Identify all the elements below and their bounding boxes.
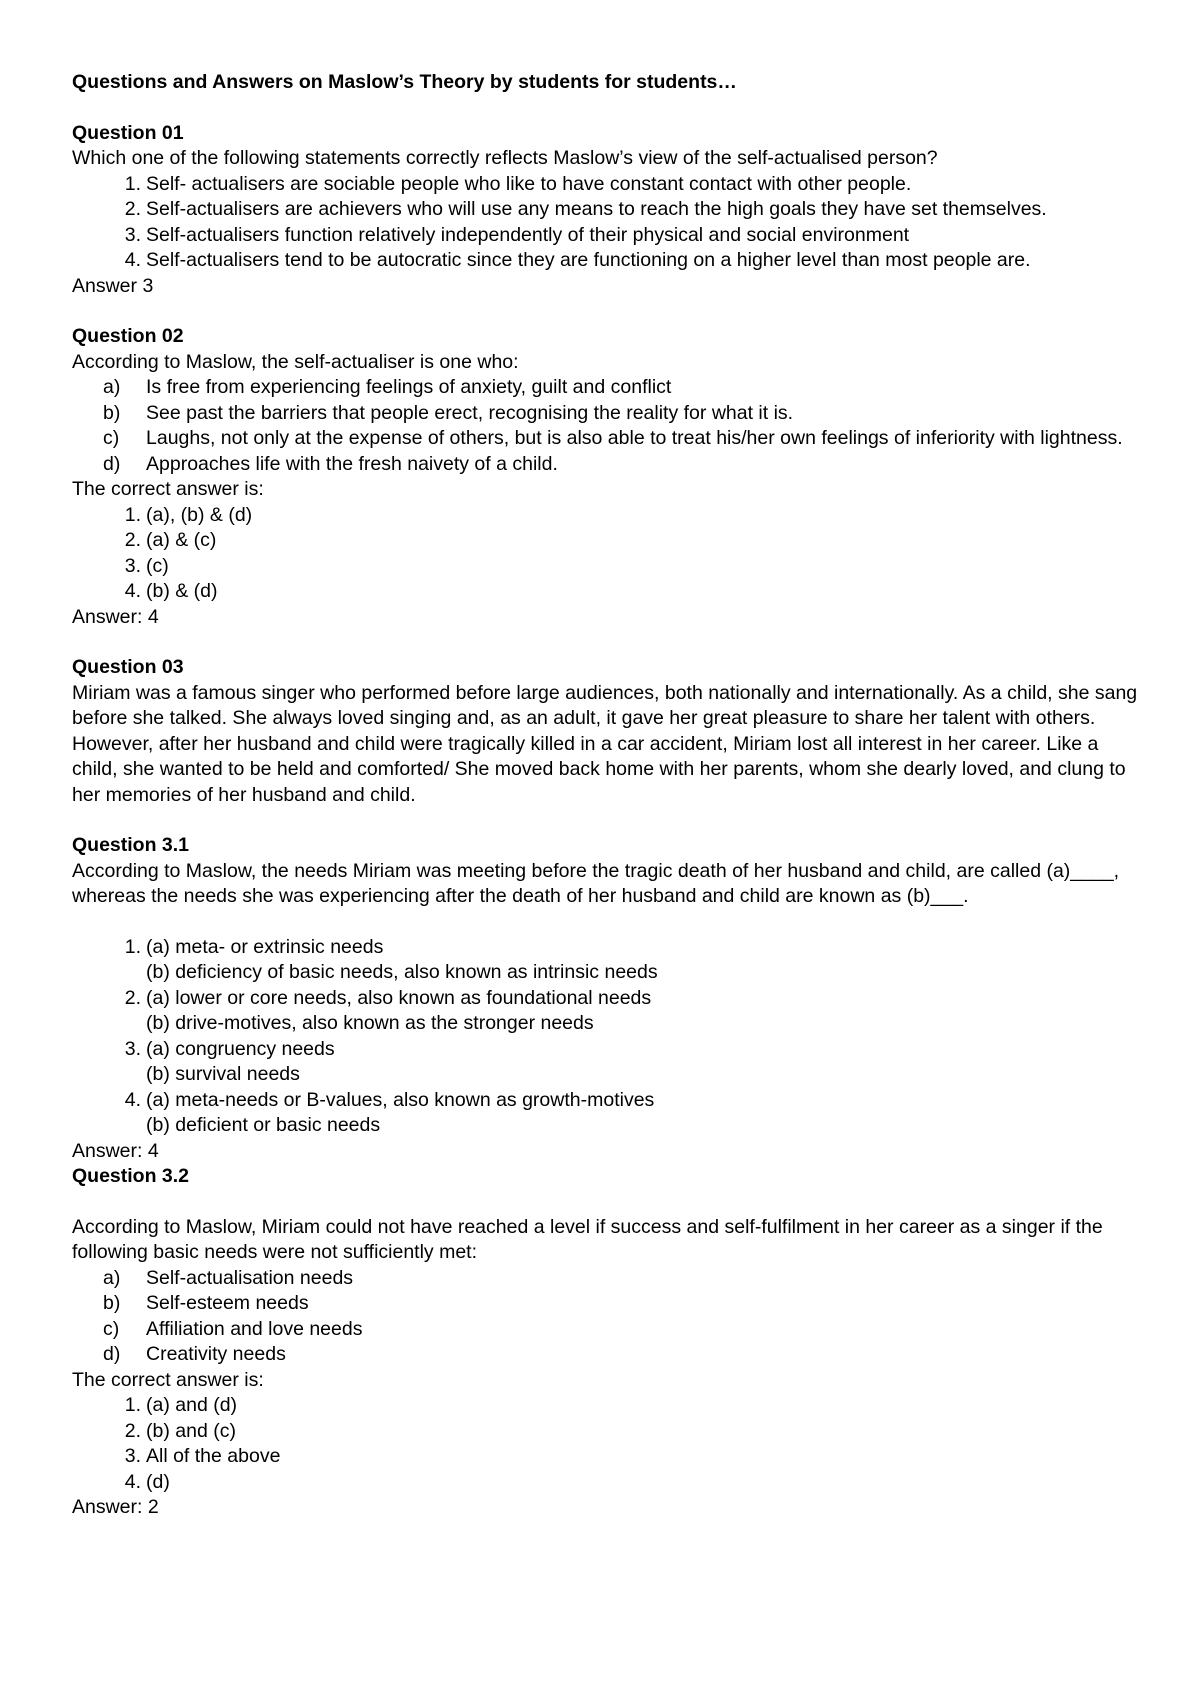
list-marker: c) — [103, 427, 120, 449]
list-item — [72, 1470, 1142, 1496]
correct-answer-label: The correct answer is: — [72, 478, 264, 500]
list-marker: 1. — [124, 935, 141, 958]
question-passage: Miriam was a famous singer who performed before large audiences, both nationally and internationally. As a child, she sang before she talked. She always loved singing and, as an adult, it gave her great pleasure to share her talent with others. However, after her husband and child were tragically killed in a car accident, Miriam lost all interest in her career. Like a child, she wanted to be held and comforted/ She moved back home with her parents, whom she dearly loved, and clung to her memories of her husband and child. — [72, 681, 1138, 806]
answer-text: Answer 3 — [72, 274, 154, 297]
list-marker: 4. — [124, 1470, 141, 1493]
question-prompt: According to Maslow, Miriam could not have reached a level if success and self-fulfilment in her career as a singer if the following basic needs were not sufficiently met: — [72, 1215, 1103, 1263]
question-heading: Question 3.2 — [72, 1165, 190, 1187]
option-list — [72, 503, 1142, 605]
list-item — [72, 986, 1142, 1037]
question-heading: Question 03 — [72, 656, 184, 678]
list-item — [72, 528, 1142, 554]
question-3-1 — [72, 833, 1142, 1164]
list-item — [72, 1342, 1142, 1368]
statement-list — [72, 375, 1142, 477]
blank-line — [72, 910, 1142, 935]
option-list — [72, 935, 1142, 1139]
option-line-b: (b) drive-motives, also known as the stronger needs — [146, 1012, 594, 1034]
option-text: (c) — [146, 554, 169, 577]
list-item — [72, 197, 1142, 223]
statement-text: Approaches life with the fresh naivety of a child. — [146, 452, 558, 475]
list-item — [72, 1444, 1142, 1470]
list-marker: 2. — [124, 529, 141, 551]
list-item — [72, 1419, 1142, 1445]
list-marker: 2. — [124, 1419, 141, 1442]
statement-text: Is free from experiencing feelings of anxiety, guilt and conflict — [146, 376, 672, 398]
list-marker: 3. — [124, 554, 141, 577]
option-line-b: (b) deficiency of basic needs, also known as intrinsic needs — [146, 961, 658, 983]
list-item — [72, 248, 1142, 274]
question-heading: Question 3.1 — [72, 834, 190, 856]
statement-text: See past the barriers that people erect, recognising the reality for what it is. — [146, 401, 794, 424]
option-text: (b) and (c) — [146, 1419, 236, 1442]
option-text: (a) & (c) — [146, 529, 217, 551]
answer-text: Answer: 2 — [72, 1496, 159, 1518]
option-text: (a) and (d) — [146, 1394, 238, 1416]
list-item — [72, 452, 1142, 478]
question-02 — [72, 324, 1142, 630]
option-text: Self-actualisers function relatively independently of their physical and social environment — [146, 223, 910, 246]
list-item — [72, 1291, 1142, 1317]
statement-text: Laughs, not only at the expense of others, but is also able to treat his/her own feelings of inferiority with lightness. — [146, 427, 1123, 449]
list-item — [72, 1266, 1142, 1292]
question-03 — [72, 655, 1142, 808]
statement-text: Creativity needs — [146, 1343, 286, 1365]
option-line-a: (a) congruency needs — [146, 1037, 335, 1060]
list-marker: 3. — [124, 223, 141, 246]
option-line-a: (a) meta- or extrinsic needs — [146, 935, 384, 958]
list-item — [72, 223, 1142, 249]
option-line-a: (a) meta-needs or B-values, also known as growth-motives — [146, 1088, 655, 1111]
option-text: Self- actualisers are sociable people who like to have constant contact with other people. — [146, 172, 912, 195]
list-item — [72, 1393, 1142, 1419]
question-3-2 — [72, 1164, 1142, 1521]
question-heading: Question 02 — [72, 325, 184, 347]
list-marker: a) — [103, 376, 121, 398]
question-prompt: Which one of the following statements correctly reflects Maslow’s view of the self-actualised person? — [72, 147, 938, 169]
list-item — [72, 1317, 1142, 1343]
list-item — [72, 579, 1142, 605]
option-text: (d) — [146, 1470, 170, 1493]
list-marker: b) — [103, 401, 121, 424]
answer-text: Answer: 4 — [72, 605, 159, 628]
list-item — [72, 426, 1142, 452]
option-text: Self-actualisers tend to be autocratic since they are functioning on a higher level than most people are. — [146, 249, 1031, 271]
option-list — [72, 1393, 1142, 1495]
option-text: Self-actualisers are achievers who will use any means to reach the high goals they have set themselves. — [146, 198, 1047, 220]
list-item — [72, 503, 1142, 529]
list-marker: 1. — [124, 1394, 141, 1416]
correct-answer-label: The correct answer is: — [72, 1368, 264, 1391]
question-prompt: According to Maslow, the self-actualiser is one who: — [72, 350, 519, 373]
list-item — [72, 401, 1142, 427]
list-marker: b) — [103, 1292, 121, 1314]
option-line-a: (a) lower or core needs, also known as foundational needs — [146, 986, 652, 1009]
list-marker: 4. — [124, 249, 141, 271]
list-marker: 3. — [124, 1037, 141, 1060]
statement-list — [72, 1266, 1142, 1368]
list-item — [72, 172, 1142, 198]
list-marker: 1. — [124, 503, 141, 526]
list-marker: a) — [103, 1266, 121, 1289]
list-marker: 4. — [124, 1088, 141, 1111]
list-marker: c) — [103, 1317, 120, 1340]
answer-text: Answer: 4 — [72, 1139, 159, 1162]
option-text: (a), (b) & (d) — [146, 503, 253, 526]
list-item — [72, 375, 1142, 401]
question-heading: Question 01 — [72, 121, 184, 144]
option-list — [72, 172, 1142, 274]
list-marker: 4. — [124, 580, 141, 602]
question-01 — [72, 121, 1142, 300]
list-marker: 1. — [124, 172, 141, 195]
list-marker: 3. — [124, 1445, 141, 1467]
list-marker: d) — [103, 1343, 121, 1365]
option-text: (b) & (d) — [146, 580, 218, 602]
list-item — [72, 935, 1142, 986]
document-title: Questions and Answers on Maslow’s Theory by students for students… — [72, 71, 737, 93]
statement-text: Self-actualisation needs — [146, 1266, 354, 1289]
document-page — [72, 70, 1142, 1521]
statement-text: Affiliation and love needs — [146, 1317, 363, 1340]
blank-line — [72, 1190, 1142, 1215]
list-item — [72, 1088, 1142, 1139]
option-text: All of the above — [146, 1445, 281, 1467]
list-item — [72, 1037, 1142, 1088]
statement-text: Self-esteem needs — [146, 1292, 309, 1314]
option-line-b: (b) survival needs — [146, 1063, 300, 1085]
question-prompt: According to Maslow, the needs Miriam was meeting before the tragic death of her husband and child, are called (a)____, whereas the needs she was experiencing after the death of her husband and child are known as (b)___. — [72, 859, 1120, 907]
option-line-b: (b) deficient or basic needs — [146, 1114, 381, 1136]
list-marker: d) — [103, 452, 121, 475]
list-marker: 2. — [124, 198, 141, 220]
list-marker: 2. — [124, 986, 141, 1009]
list-item — [72, 554, 1142, 580]
